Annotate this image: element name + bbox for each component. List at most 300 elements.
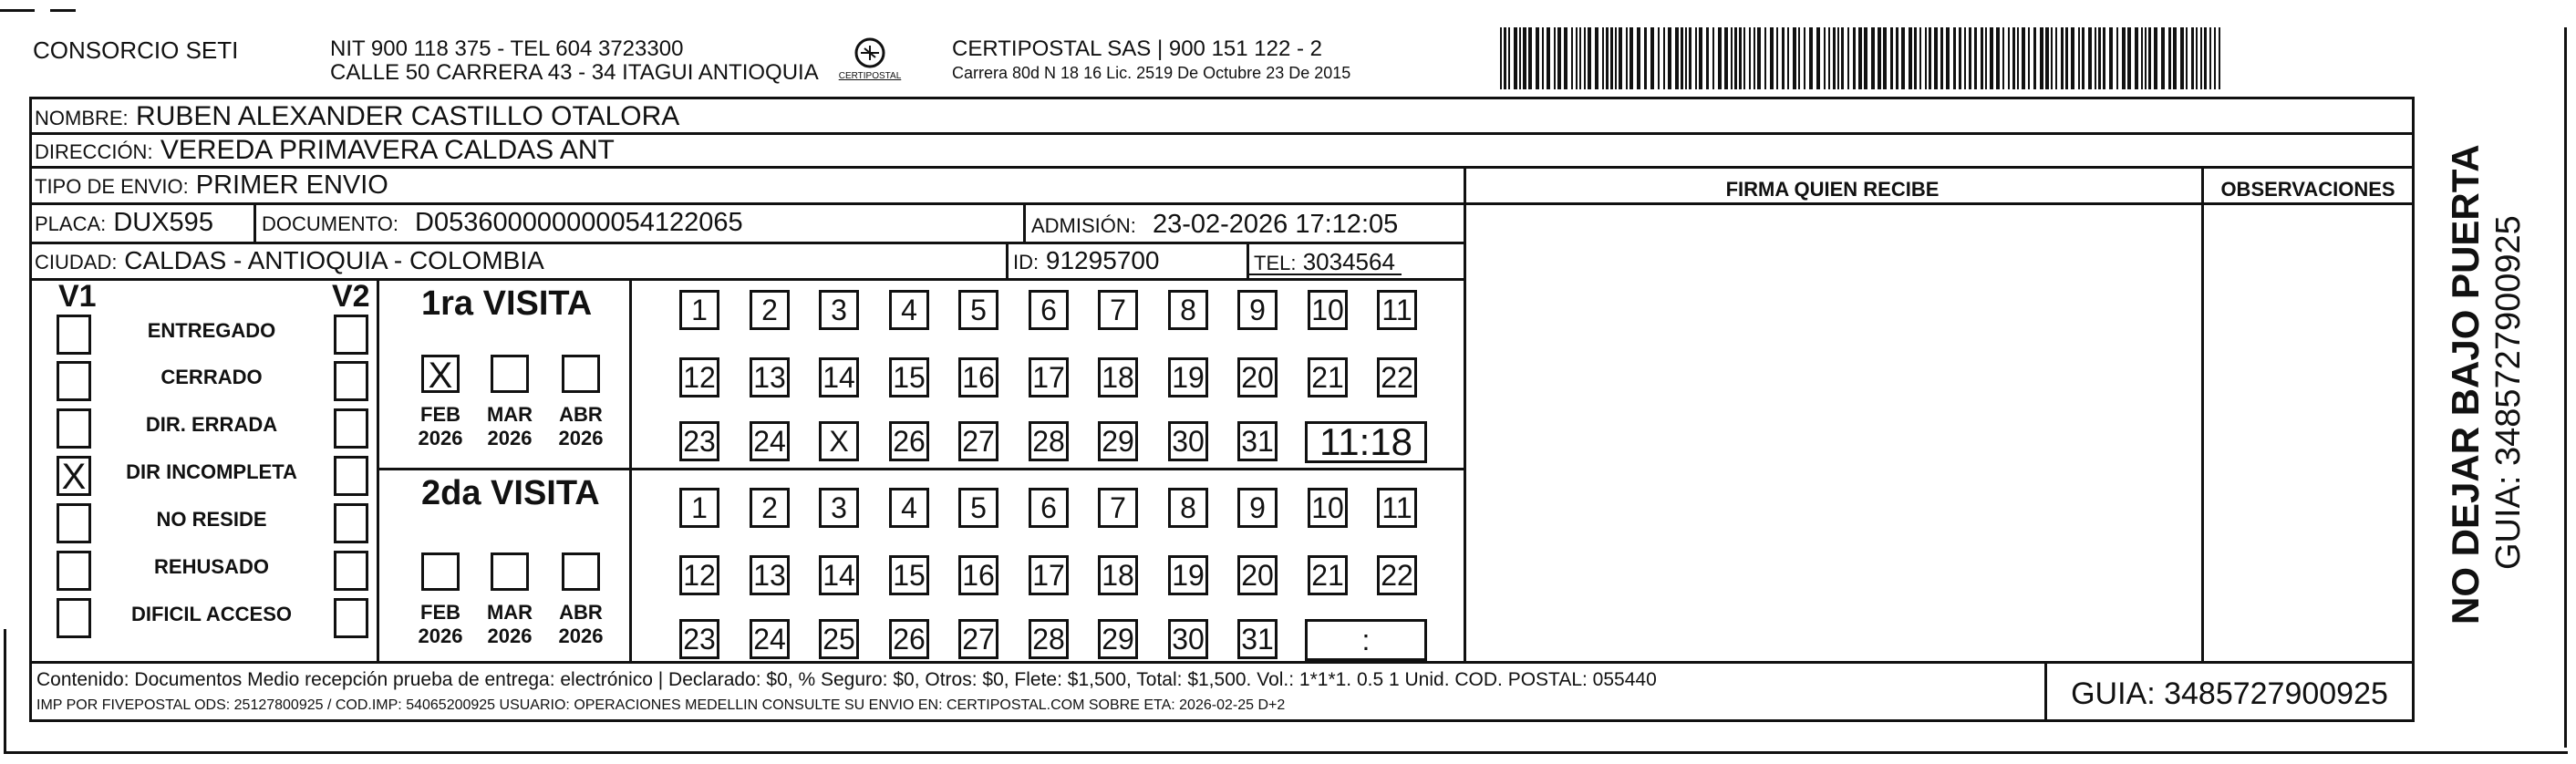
barcode-bar bbox=[1909, 27, 1912, 89]
day-box[interactable] bbox=[1237, 357, 1278, 397]
month-checkbox[interactable] bbox=[491, 355, 529, 393]
tel-underline bbox=[1247, 274, 1402, 275]
barcode-bar bbox=[1858, 27, 1862, 89]
barcode-bar bbox=[1841, 27, 1844, 89]
day-box[interactable] bbox=[958, 357, 998, 397]
day-number: 11 bbox=[1381, 490, 1412, 524]
month-name: MAR bbox=[486, 601, 533, 624]
day-box[interactable] bbox=[1308, 357, 1348, 397]
barcode-bar bbox=[2071, 27, 2074, 89]
barcode-bar bbox=[1514, 27, 1517, 89]
month-checkbox[interactable] bbox=[562, 355, 600, 393]
day-box[interactable] bbox=[1098, 357, 1138, 397]
footer-divider bbox=[29, 661, 2415, 664]
day-number: 10 bbox=[1311, 490, 1344, 524]
plate-field bbox=[35, 208, 213, 238]
day-number: 6 bbox=[1040, 293, 1057, 326]
day-box[interactable] bbox=[1168, 421, 1208, 461]
day-box[interactable] bbox=[1029, 619, 1069, 659]
column-divider bbox=[1464, 166, 1466, 661]
barcode-bar bbox=[1959, 27, 1961, 89]
day-box[interactable] bbox=[1168, 619, 1208, 659]
day-box[interactable] bbox=[1168, 290, 1208, 330]
barcode-bar bbox=[1896, 27, 1898, 89]
barcode-bar bbox=[2028, 27, 2030, 89]
barcode-bar bbox=[1668, 27, 1671, 89]
barcode-bar bbox=[2095, 27, 2096, 89]
status-label: REHUSADO bbox=[154, 555, 269, 578]
barcode-bar bbox=[2135, 27, 2138, 89]
barcode-bar bbox=[1536, 27, 1539, 89]
day-box[interactable] bbox=[819, 421, 859, 461]
day-box[interactable] bbox=[1098, 421, 1138, 461]
barcode-bar bbox=[1953, 27, 1956, 89]
day-box[interactable] bbox=[819, 555, 859, 595]
imp-line: IMP POR FIVEPOSTAL ODS: 25127800925 / COD.IMP: 54065200925 USUARIO: OPERACIONES MEDELLIN CONSULTE SU ENVIO EN: CERTIPOSTAL.COM SOBRE ETA: 2026-02-25 D+2 bbox=[36, 697, 1286, 713]
barcode-bar bbox=[2214, 27, 2216, 89]
barcode-bar bbox=[1804, 27, 1805, 89]
day-number: 29 bbox=[1102, 424, 1134, 458]
barcode-bar bbox=[1985, 27, 1987, 89]
day-number: 2 bbox=[761, 293, 778, 326]
status-label: CERRADO bbox=[160, 366, 263, 388]
month-checkbox[interactable]: X bbox=[421, 355, 460, 393]
barcode-bar bbox=[2033, 27, 2036, 89]
barcode-bar bbox=[2065, 27, 2068, 89]
day-box[interactable] bbox=[958, 619, 998, 659]
day-number: 14 bbox=[822, 558, 855, 592]
v1-checkbox[interactable] bbox=[57, 361, 91, 401]
barcode-bar bbox=[1853, 27, 1856, 89]
barcode-bar bbox=[1793, 27, 1796, 89]
day-number: 12 bbox=[683, 360, 716, 394]
day-number: 4 bbox=[901, 293, 917, 326]
barcode-bar bbox=[1871, 27, 1875, 89]
day-box[interactable] bbox=[958, 421, 998, 461]
logo-text: CERTIPOSTAL bbox=[838, 71, 902, 81]
barcode-bar bbox=[1809, 27, 1813, 89]
corner-mark bbox=[0, 9, 35, 12]
certipostal-line: CERTIPOSTAL SAS | 900 151 122 - 2 bbox=[952, 36, 1322, 61]
day-number: 8 bbox=[1180, 490, 1196, 524]
day-box[interactable] bbox=[819, 619, 859, 659]
barcode-bar bbox=[2168, 27, 2171, 89]
barcode-bar bbox=[2204, 27, 2207, 89]
day-box[interactable] bbox=[819, 357, 859, 397]
corner-mark bbox=[50, 9, 76, 12]
day-box[interactable] bbox=[889, 619, 929, 659]
time-value: : bbox=[1361, 623, 1371, 656]
status-label: DIR INCOMPLETA bbox=[126, 460, 297, 483]
day-box[interactable] bbox=[1377, 488, 1417, 528]
month-year: 2026 bbox=[487, 625, 533, 647]
barcode-bar bbox=[2051, 27, 2053, 89]
barcode-bar bbox=[1864, 27, 1867, 89]
month-year: 2026 bbox=[418, 427, 463, 449]
barcode-bar bbox=[1658, 27, 1660, 89]
day-number: 13 bbox=[753, 360, 786, 394]
plate-label: PLACA: bbox=[35, 212, 107, 235]
day-number: 3 bbox=[831, 490, 847, 524]
day-box[interactable] bbox=[889, 421, 929, 461]
day-box[interactable] bbox=[679, 619, 719, 659]
barcode-bar bbox=[1731, 27, 1733, 89]
barcode-bar bbox=[2008, 27, 2010, 89]
barcode-bar bbox=[1964, 27, 1966, 89]
barcode-bar bbox=[2098, 27, 2101, 89]
barcode-bar bbox=[1571, 27, 1573, 89]
barcode-bar bbox=[2200, 27, 2202, 89]
day-box[interactable] bbox=[889, 488, 929, 528]
barcode-bar bbox=[1925, 27, 1927, 89]
day-number: 19 bbox=[1172, 360, 1205, 394]
id-field bbox=[1013, 246, 1159, 275]
v2-checkbox[interactable] bbox=[334, 551, 368, 591]
status-label: NO RESIDE bbox=[156, 508, 267, 531]
barcode-bar bbox=[1946, 27, 1950, 89]
type-value: PRIMER ENVIO bbox=[195, 170, 388, 200]
name-label: NOMBRE: bbox=[35, 107, 129, 129]
barcode-bar bbox=[1718, 27, 1722, 89]
type-label: TIPO DE ENVIO: bbox=[35, 175, 189, 198]
barcode-bar bbox=[1595, 27, 1598, 89]
day-number: 10 bbox=[1311, 293, 1344, 326]
barcode-bar bbox=[2196, 27, 2198, 89]
barcode-bar bbox=[1749, 27, 1751, 89]
barcode-bar bbox=[1934, 27, 1938, 89]
type-field bbox=[35, 170, 388, 201]
month-year: 2026 bbox=[418, 625, 463, 647]
v2-header: V2 bbox=[332, 279, 370, 314]
visit1-title: 1ra VISITA bbox=[421, 284, 593, 323]
address-label: DIRECCIÓN: bbox=[35, 140, 153, 163]
barcode-bar bbox=[1500, 27, 1502, 89]
day-box[interactable] bbox=[679, 357, 719, 397]
day-box[interactable] bbox=[679, 488, 719, 528]
time-box[interactable] bbox=[1305, 619, 1427, 661]
day-box[interactable] bbox=[1237, 619, 1278, 659]
barcode-bar bbox=[1782, 27, 1785, 89]
certipostal-logo bbox=[834, 35, 905, 89]
day-box[interactable] bbox=[1237, 290, 1278, 330]
column-divider bbox=[1247, 242, 1249, 278]
day-number: 16 bbox=[962, 360, 995, 394]
barcode-bar bbox=[2116, 27, 2118, 89]
status-label: DIFICIL ACCESO bbox=[130, 603, 292, 625]
barcode bbox=[1498, 27, 2228, 89]
day-box[interactable] bbox=[1168, 488, 1208, 528]
v2-checkbox[interactable] bbox=[334, 315, 368, 355]
day-number: 17 bbox=[1032, 558, 1065, 592]
day-box[interactable] bbox=[750, 421, 790, 461]
day-number: 27 bbox=[962, 424, 995, 458]
visit-divider bbox=[377, 468, 1464, 470]
day-box[interactable] bbox=[1308, 555, 1348, 595]
barcode-bar bbox=[1878, 27, 1881, 89]
barcode-bar bbox=[1757, 27, 1761, 89]
barcode-bar bbox=[1606, 27, 1609, 89]
day-number: 18 bbox=[1102, 360, 1134, 394]
barcode-bar bbox=[2173, 27, 2177, 89]
day-number: 30 bbox=[1172, 622, 1205, 656]
day-number: 22 bbox=[1381, 360, 1413, 394]
barcode-bar bbox=[1833, 27, 1836, 89]
tel-field bbox=[1254, 248, 1395, 276]
barcode-bar bbox=[1699, 27, 1702, 89]
barcode-bar bbox=[2109, 27, 2113, 89]
month-name: FEB bbox=[420, 601, 460, 624]
day-number: 1 bbox=[691, 293, 708, 326]
barcode-bar bbox=[1776, 27, 1778, 89]
month-checkbox[interactable] bbox=[421, 552, 460, 591]
column-divider bbox=[1023, 202, 1026, 242]
barcode-bar bbox=[1890, 27, 1893, 89]
barcode-bar bbox=[1663, 27, 1665, 89]
day-box[interactable] bbox=[750, 555, 790, 595]
row-divider bbox=[29, 278, 1464, 281]
day-number: 3 bbox=[831, 293, 847, 326]
v1-checkbox[interactable] bbox=[57, 503, 91, 543]
day-number: 4 bbox=[901, 490, 917, 524]
footer-guia: GUIA: 3485727900925 bbox=[2071, 676, 2388, 711]
barcode-bar bbox=[1615, 27, 1617, 89]
day-number: X bbox=[829, 424, 849, 458]
barcode-bar bbox=[1754, 27, 1755, 89]
day-number: 22 bbox=[1381, 558, 1413, 592]
day-box[interactable] bbox=[679, 290, 719, 330]
v1-checkbox[interactable]: X bbox=[57, 456, 91, 496]
row-divider bbox=[29, 202, 2415, 205]
barcode-bar bbox=[1706, 27, 1709, 89]
day-box[interactable] bbox=[1168, 357, 1208, 397]
barcode-bar bbox=[1508, 27, 1510, 89]
barcode-bar bbox=[1519, 27, 1521, 89]
day-box[interactable] bbox=[889, 555, 929, 595]
barcode-bar bbox=[2127, 27, 2131, 89]
day-box[interactable] bbox=[1237, 421, 1278, 461]
barcode-bar bbox=[1981, 27, 1983, 89]
row-divider bbox=[29, 166, 2415, 169]
barcode-bar bbox=[1547, 27, 1550, 89]
day-number: 28 bbox=[1032, 424, 1065, 458]
day-number: 30 bbox=[1172, 424, 1205, 458]
barcode-bar bbox=[2012, 27, 2015, 89]
day-box[interactable] bbox=[1308, 488, 1348, 528]
v2-checkbox[interactable] bbox=[334, 361, 368, 401]
barcode-bar bbox=[1824, 27, 1826, 89]
day-number: 12 bbox=[683, 558, 716, 592]
day-number: 5 bbox=[970, 293, 987, 326]
column-divider bbox=[1006, 242, 1009, 278]
barcode-bar bbox=[1712, 27, 1714, 89]
barcode-bar bbox=[2078, 27, 2080, 89]
day-box[interactable] bbox=[819, 290, 859, 330]
v1-checkbox[interactable] bbox=[57, 598, 91, 638]
day-box[interactable] bbox=[750, 619, 790, 659]
plate-value: DUX595 bbox=[113, 208, 213, 237]
day-box[interactable] bbox=[679, 421, 719, 461]
barcode-bar bbox=[1743, 27, 1745, 89]
column-divider bbox=[377, 278, 379, 661]
day-number: 9 bbox=[1249, 293, 1266, 326]
day-number: 7 bbox=[1110, 293, 1126, 326]
status-label: ENTREGADO bbox=[147, 319, 276, 342]
nit-line: NIT 900 118 375 - TEL 604 3723300 bbox=[330, 36, 684, 61]
barcode-bar bbox=[2161, 27, 2165, 89]
barcode-bar bbox=[1695, 27, 1697, 89]
day-number: 2 bbox=[761, 490, 778, 524]
barcode-bar bbox=[1739, 27, 1742, 89]
barcode-bar bbox=[1650, 27, 1654, 89]
barcode-bar bbox=[1901, 27, 1905, 89]
month-year: 2026 bbox=[558, 427, 604, 449]
day-number: 21 bbox=[1311, 360, 1344, 394]
column-divider bbox=[629, 278, 632, 661]
day-number: 20 bbox=[1241, 558, 1274, 592]
day-box[interactable] bbox=[1237, 555, 1278, 595]
day-box[interactable] bbox=[1098, 488, 1138, 528]
day-number: 17 bbox=[1032, 360, 1065, 394]
barcode-bar bbox=[2209, 27, 2211, 89]
day-box[interactable] bbox=[1168, 555, 1208, 595]
barcode-bar bbox=[2045, 27, 2049, 89]
day-box[interactable] bbox=[1377, 357, 1417, 397]
content-line: Contenido: Documentos Medio recepción prueba de entrega: electrónico | Declarado: $0, % Seguro: $0, Otros: $0, Flete: $1,500, Total: $1,500. Vol.: 1*1*1. 0.5 1 Unid. COD. POSTAL: 055440 bbox=[36, 669, 1657, 690]
barcode-bar bbox=[1847, 27, 1849, 89]
month-year: 2026 bbox=[558, 625, 604, 647]
barcode-bar bbox=[1528, 27, 1532, 89]
barcode-bar bbox=[1770, 27, 1774, 89]
address-line: CALLE 50 CARRERA 43 - 34 ITAGUI ANTIOQUIA bbox=[330, 60, 819, 85]
tel-value: 3034564 bbox=[1302, 248, 1395, 275]
day-box[interactable] bbox=[889, 290, 929, 330]
barcode-bar bbox=[1929, 27, 1931, 89]
day-box[interactable] bbox=[1237, 488, 1278, 528]
observations-header: OBSERVACIONES bbox=[2220, 178, 2395, 201]
city-label: CIUDAD: bbox=[35, 251, 118, 274]
day-number: 14 bbox=[822, 360, 855, 394]
day-number: 31 bbox=[1241, 622, 1274, 656]
barcode-bar bbox=[1724, 27, 1728, 89]
name-field bbox=[35, 101, 679, 132]
day-box[interactable] bbox=[1098, 619, 1138, 659]
day-box[interactable] bbox=[1377, 555, 1417, 595]
day-number: 26 bbox=[893, 622, 926, 656]
day-box[interactable] bbox=[750, 290, 790, 330]
day-number: 21 bbox=[1311, 558, 1344, 592]
admission-field bbox=[1031, 210, 1398, 240]
day-number: 29 bbox=[1102, 622, 1134, 656]
time-box[interactable] bbox=[1305, 421, 1427, 463]
day-box[interactable] bbox=[958, 290, 998, 330]
barcode-bar bbox=[1787, 27, 1789, 89]
day-box[interactable] bbox=[889, 357, 929, 397]
barcode-bar bbox=[1914, 27, 1917, 89]
day-box[interactable] bbox=[679, 555, 719, 595]
month-checkbox[interactable] bbox=[491, 552, 529, 591]
barcode-bar bbox=[1588, 27, 1591, 89]
day-box[interactable] bbox=[1029, 421, 1069, 461]
day-number: 23 bbox=[683, 622, 716, 656]
day-number: 23 bbox=[683, 424, 716, 458]
barcode-bar bbox=[1576, 27, 1578, 89]
day-box[interactable] bbox=[958, 555, 998, 595]
barcode-bar bbox=[2082, 27, 2085, 89]
day-number: 1 bbox=[691, 490, 708, 524]
barcode-bar bbox=[1689, 27, 1691, 89]
day-box[interactable] bbox=[1029, 488, 1069, 528]
day-box[interactable] bbox=[819, 488, 859, 528]
day-number: 5 bbox=[970, 490, 987, 524]
day-box[interactable] bbox=[1029, 290, 1069, 330]
company-name: CONSORCIO SETI bbox=[33, 36, 239, 64]
barcode-bar bbox=[1554, 27, 1556, 89]
barcode-bar bbox=[1644, 27, 1647, 89]
day-number: 7 bbox=[1110, 490, 1126, 524]
barcode-bar bbox=[2191, 27, 2194, 89]
barcode-bar bbox=[1557, 27, 1561, 89]
barcode-bar bbox=[1602, 27, 1604, 89]
month-checkbox[interactable] bbox=[562, 552, 600, 591]
day-box[interactable] bbox=[750, 488, 790, 528]
barcode-bar bbox=[1579, 27, 1581, 89]
day-box[interactable] bbox=[1029, 357, 1069, 397]
barcode-bar bbox=[2088, 27, 2092, 89]
month-year: 2026 bbox=[487, 427, 533, 449]
barcode-bar bbox=[1969, 27, 1971, 89]
v2-checkbox[interactable] bbox=[334, 456, 368, 496]
document-field bbox=[262, 208, 743, 238]
barcode-bar bbox=[1919, 27, 1921, 89]
city-field bbox=[35, 246, 544, 275]
day-number: 31 bbox=[1241, 424, 1274, 458]
day-box[interactable] bbox=[750, 357, 790, 397]
v1-checkbox[interactable] bbox=[57, 408, 91, 449]
barcode-bar bbox=[1610, 27, 1613, 89]
barcode-bar bbox=[2219, 27, 2220, 89]
barcode-bar bbox=[1681, 27, 1683, 89]
v2-checkbox[interactable] bbox=[334, 503, 368, 543]
city-value: CALDAS - ANTIOQUIA - COLOMBIA bbox=[124, 246, 544, 274]
admission-label: ADMISIÓN: bbox=[1031, 214, 1136, 237]
visit2-title: 2da VISITA bbox=[421, 474, 600, 512]
day-box[interactable] bbox=[1098, 290, 1138, 330]
v2-checkbox[interactable] bbox=[334, 408, 368, 449]
id-label: ID: bbox=[1013, 251, 1040, 274]
barcode-bar bbox=[2040, 27, 2043, 89]
barcode-bar bbox=[1523, 27, 1526, 89]
day-box[interactable] bbox=[1098, 555, 1138, 595]
v2-checkbox[interactable] bbox=[334, 598, 368, 638]
day-box[interactable] bbox=[1029, 555, 1069, 595]
barcode-bar bbox=[1940, 27, 1943, 89]
barcode-bar bbox=[2002, 27, 2004, 89]
day-box[interactable] bbox=[1377, 290, 1417, 330]
barcode-bar bbox=[2154, 27, 2157, 89]
side-guia: GUIA: 3485727900925 bbox=[2489, 215, 2528, 570]
status-label: DIR. ERRADA bbox=[145, 413, 278, 436]
license-line: Carrera 80d N 18 16 Lic. 2519 De Octubre 23 De 2015 bbox=[952, 64, 1351, 82]
v1-checkbox[interactable] bbox=[57, 551, 91, 591]
day-box[interactable] bbox=[1308, 290, 1348, 330]
day-number: 28 bbox=[1032, 622, 1065, 656]
month-name: MAR bbox=[486, 403, 533, 426]
day-box[interactable] bbox=[958, 488, 998, 528]
barcode-bar bbox=[1734, 27, 1737, 89]
v1-checkbox[interactable] bbox=[57, 315, 91, 355]
barcode-bar bbox=[2022, 27, 2025, 89]
barcode-bar bbox=[2180, 27, 2184, 89]
